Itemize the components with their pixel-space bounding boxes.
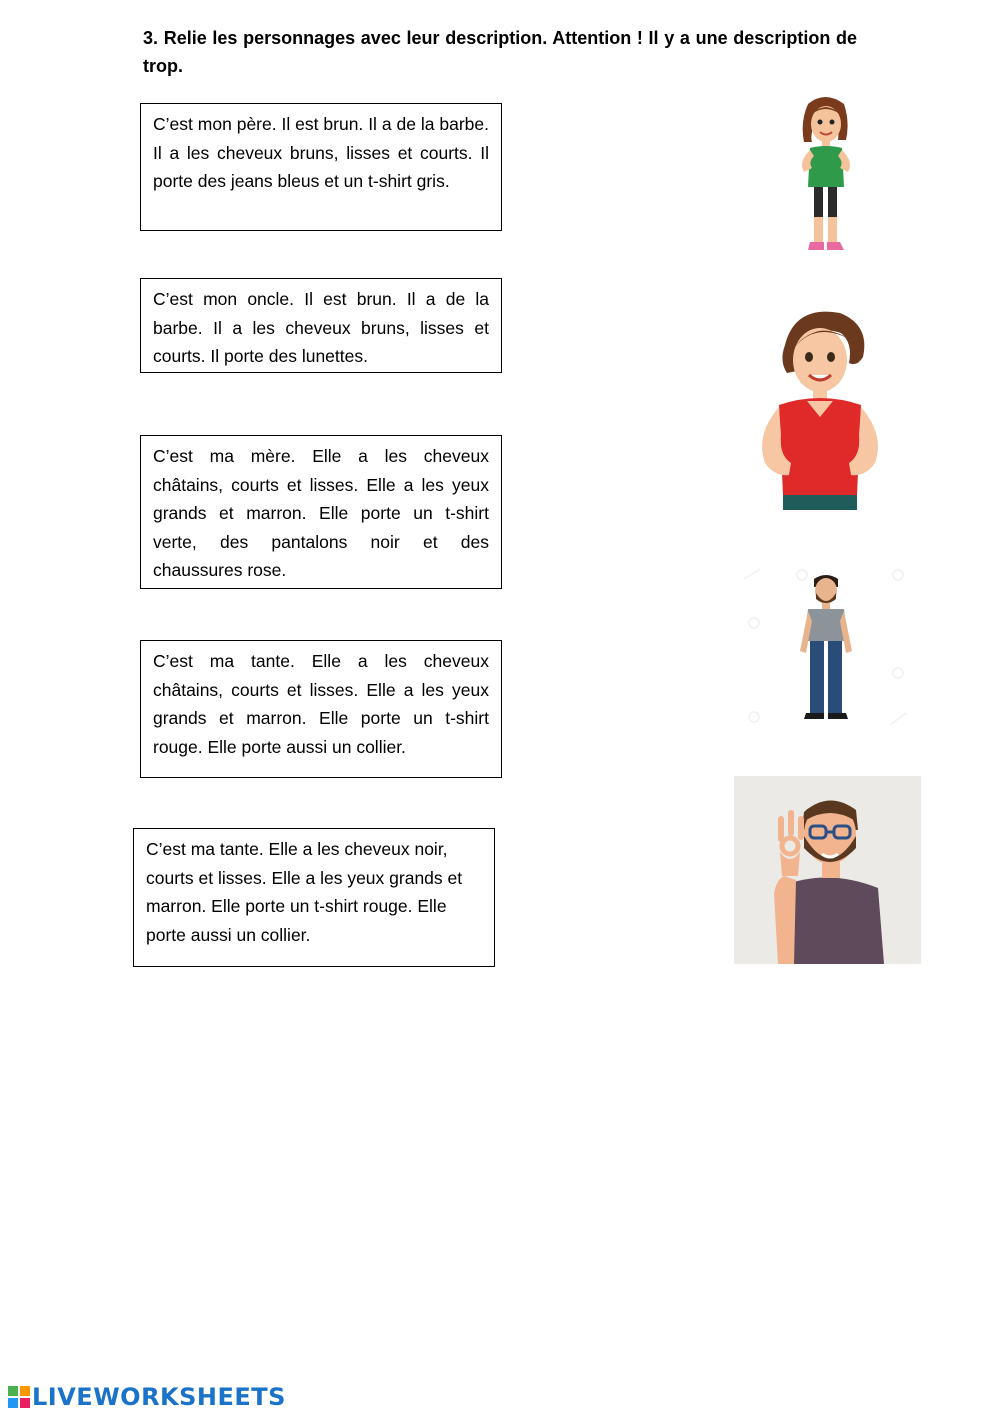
liveworksheets-logo-icon [8,1386,30,1408]
description-box-2[interactable]: C’est mon oncle. Il est brun. Il a de la barbe. Il a les cheveux bruns, lisses et courts. Il porte des lunettes. [140,278,502,373]
man-grey-tshirt-icon[interactable] [740,565,910,730]
description-box-4[interactable]: C’est ma tante. Elle a les cheveux châtains, courts et lisses. Elle a les yeux grands et marron. Elle porte un t-shirt rouge. Elle porte aussi un collier. [140,640,502,778]
logo-text: LIVEWORKSHEETS [32,1383,286,1411]
description-box-3[interactable]: C’est ma mère. Elle a les cheveux châtains, courts et lisses. Elle a les yeux grands et marron. Elle porte un t-shirt verte, des pantalons noir et des chaussures rose. [140,435,502,589]
description-box-5[interactable]: C’est ma tante. Elle a les cheveux noir, courts et lisses. Elle a les yeux grands et marron. Elle porte un t-shirt rouge. Elle porte aussi un collier. [133,828,495,967]
man-glasses-ok-gesture-icon[interactable] [734,776,921,964]
exercise-instruction: 3. Relie les personnages avec leur description. Attention ! Il y a une description de trop. [143,28,857,76]
woman-red-shirt-icon[interactable] [745,305,890,510]
woman-green-shirt-icon[interactable] [780,92,870,262]
liveworksheets-logo[interactable] [8,1382,286,1412]
description-box-1[interactable]: C’est mon père. Il est brun. Il a de la barbe. Il a les cheveux bruns, lisses et courts. Il porte des jeans bleus et un t-shirt gris. [140,103,502,231]
